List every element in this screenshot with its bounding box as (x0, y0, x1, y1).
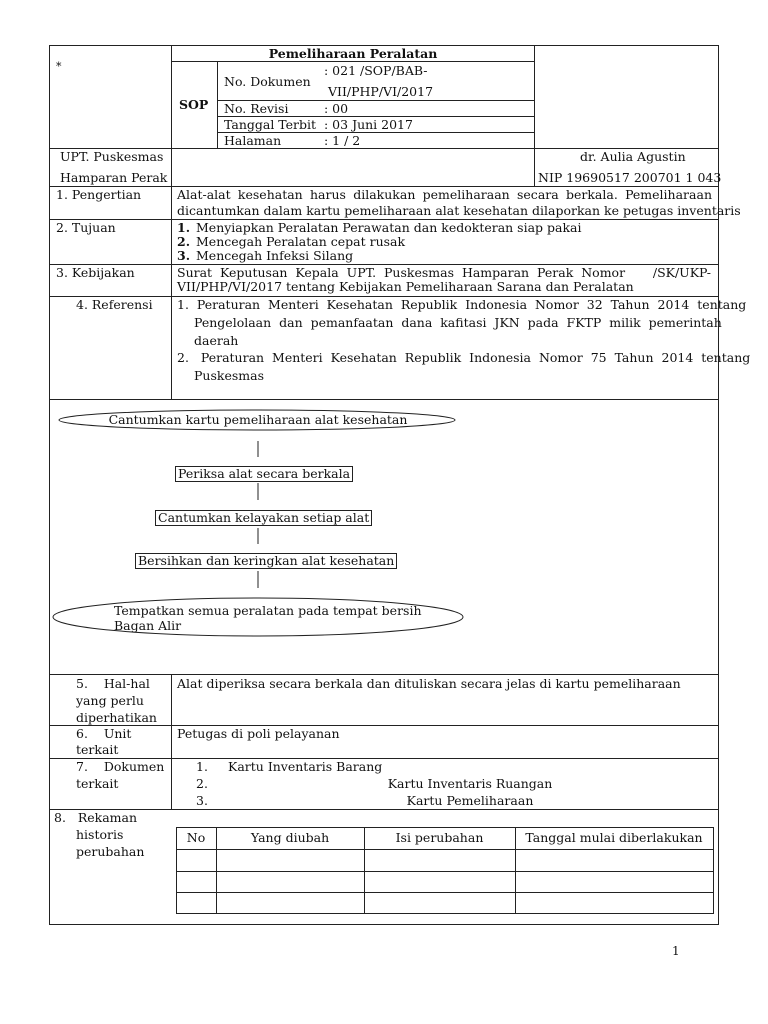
table-header-date: Tanggal mulai diberlakukan (525, 830, 703, 845)
rekaman-label-cont: perubahan (76, 844, 145, 859)
referensi-item-cont: Puskesmas (194, 368, 264, 383)
halhal-label-cont: yang perlu (76, 693, 144, 708)
unit-text: Petugas di poli pelayanan (177, 726, 340, 741)
dokumen-num: 2. (196, 776, 208, 791)
tujuan-num: 3. (177, 248, 191, 263)
unit-label-cont: terkait (76, 742, 119, 757)
referensi-item-cont: daerah (194, 333, 239, 348)
document-title: Pemeliharaan Peralatan (268, 46, 438, 61)
revision-label: No. Revisi (224, 101, 289, 116)
dokumen-item: Kartu Pemeliharaan (406, 793, 534, 808)
page-number: 1 (672, 944, 680, 958)
asterisk: * (56, 60, 62, 73)
referensi-item: 1. Peraturan Menteri Kesehatan Republik Indonesia Nomor 32 Tahun 2014 tentang (177, 297, 747, 312)
pengertian-text: Alat-alat kesehatan harus dilakukan pemeliharaan secara berkala. Pemeliharaan (177, 187, 712, 202)
tujuan-item: Mencegah Peralatan cepat rusak (196, 234, 406, 249)
flow-step-2: Periksa alat secara berkala (175, 466, 353, 482)
head-nip: NIP 19690517 200701 1 043 (538, 170, 722, 185)
dokumen-item: Kartu Inventaris Ruangan (387, 776, 553, 791)
referensi-label: 4. Referensi (76, 297, 153, 312)
flow-step-1: Cantumkan kartu pemeliharaan alat kesehatan (108, 412, 408, 427)
unit-label: 6. Unit (76, 726, 132, 741)
rekaman-label-cont: historis (76, 827, 124, 842)
flow-step-4: Bersihkan dan keringkan alat kesehatan (135, 553, 397, 569)
page-value: : 1 / 2 (324, 133, 361, 148)
dokumen-num: 1. (196, 759, 208, 774)
tujuan-item: Mencegah Infeksi Silang (196, 248, 354, 263)
sop-label: SOP (179, 97, 209, 112)
tujuan-item: Menyiapkan Peralatan Perawatan dan kedokteran siap pakai (196, 220, 582, 235)
halhal-label: 5. Hal-hal (76, 676, 150, 691)
dokumen-label: 7. Dokumen (76, 759, 165, 774)
dokumen-label-cont: terkait (76, 776, 119, 791)
kebijakan-text: Surat Keputusan Kepala UPT. Puskesmas Hamparan Perak Nomor /SK/UKP- (177, 265, 712, 280)
doc-no-value-cont: VII/PHP/VI/2017 (328, 84, 434, 99)
kebijakan-text-cont: VII/PHP/VI/2017 tentang Kebijakan Pemeliharaan Sarana dan Peralatan (177, 279, 634, 294)
revision-value: : 00 (324, 101, 349, 116)
kebijakan-label: 3. Kebijakan (56, 265, 135, 280)
halhal-text: Alat diperiksa secara berkala dan dituliskan secara jelas di kartu pemeliharaan (177, 676, 681, 691)
tujuan-num: 1. (177, 220, 191, 235)
issued-value: : 03 Juni 2017 (324, 117, 413, 132)
org-name-cont: Hamparan Perak (60, 170, 168, 185)
halhal-label-cont: diperhatikan (76, 710, 157, 725)
flow-caption: Bagan Alir (114, 618, 182, 633)
tujuan-num: 2. (177, 234, 191, 249)
tujuan-label: 2. Tujuan (56, 220, 116, 235)
issued-label: Tanggal Terbit (224, 117, 317, 132)
table-header-changed: Yang diubah (250, 830, 330, 845)
doc-no-value: : 021 /SOP/BAB- (324, 63, 428, 78)
page-label: Halaman (224, 133, 282, 148)
doc-no-label: No. Dokumen (224, 74, 311, 89)
table-header-no: No (186, 830, 206, 845)
table-header-content: Isi perubahan (395, 830, 484, 845)
flow-step-3: Cantumkan kelayakan setiap alat (155, 510, 372, 526)
org-name: UPT. Puskesmas (60, 149, 164, 164)
referensi-item-cont: Pengelolaan dan pemanfaatan dana kafitasi JKN pada FKTP milik pemerintah (194, 315, 722, 330)
pengertian-text-cont: dicantumkan dalam kartu pemeliharaan alat kesehatan dilaporkan ke petugas inventaris (177, 203, 741, 218)
dokumen-item: Kartu Inventaris Barang (228, 759, 383, 774)
rekaman-label: 8. Rekaman (54, 810, 138, 825)
referensi-item: 2. Peraturan Menteri Kesehatan Republik Indonesia Nomor 75 Tahun 2014 tentang (177, 350, 751, 365)
dokumen-num: 3. (196, 793, 208, 808)
head-name: dr. Aulia Agustin (580, 149, 686, 164)
pengertian-label: 1. Pengertian (56, 187, 142, 202)
flow-step-5: Tempatkan semua peralatan pada tempat bersih (114, 603, 422, 618)
